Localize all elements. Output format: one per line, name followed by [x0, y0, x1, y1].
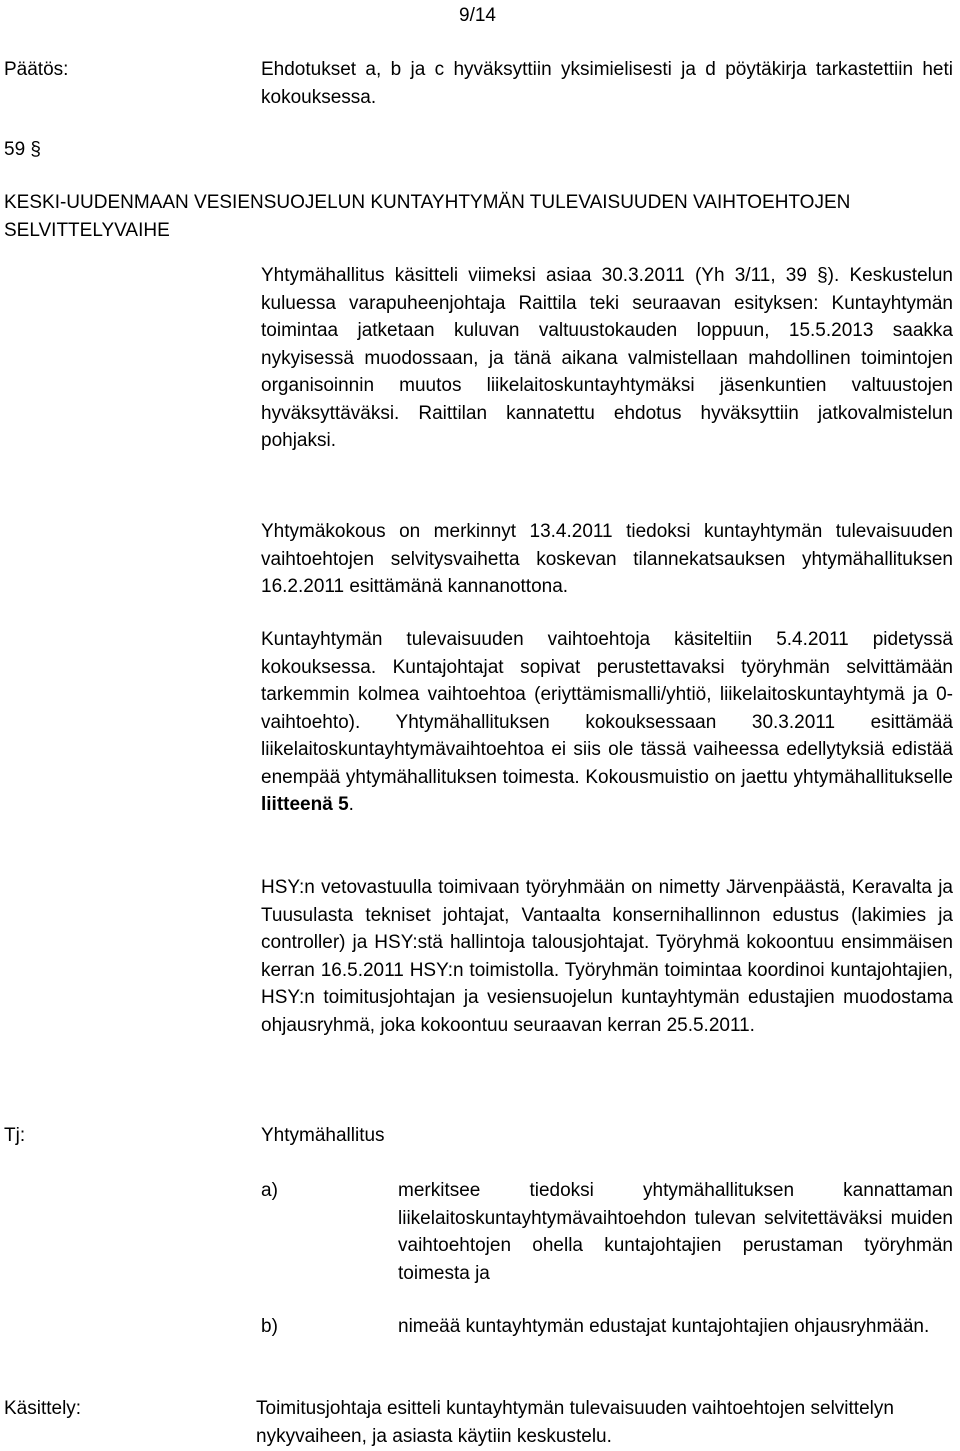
proposal-item-text: merkitsee tiedoksi yhtymähallituksen kannattaman liikelaitoskuntayhtymävaihtoehdon tulevan selvitettäväksi muiden vaihtoehtojen ohella kuntajohtajien perustaman työryhmän toimesta ja — [398, 1180, 953, 1284]
paragraph-municipal-meeting — [261, 626, 953, 819]
paragraph-end: . — [348, 794, 354, 815]
handling-text: Toimitusjohtaja esitteli kuntayhtymän tulevaisuuden vaihtoehtojen selvittelyn nykyvaiheen, ja asiasta käytiin keskustelu. — [256, 1398, 894, 1447]
paragraph-assembly-note: Yhtymäkokous on merkinnyt 13.4.2011 tiedoksi kuntayhtymän tulevaisuuden vaihtoehtojen selvitysvaihetta koskevan tilannekatsauksen yhtymähallituksen 16.2.2011 esittämänä kannanottona. — [261, 521, 953, 597]
proposal-item-letter: a) — [261, 1180, 278, 1201]
attachment-reference: liitteenä 5 — [261, 794, 349, 815]
paragraph-previous-handling: Yhtymähallitus käsitteli viimeksi asiaa 30.3.2011 (Yh 3/11, 39 §). Keskustelun kuluessa varapuheenjohtaja Raittila teki seuraavan esityksen: Kuntayhtymän toimintaa jatketaan kuluvan valtuustokauden loppuun, 15.5.2013 saakka nykyisessä muodossaan, ja tänä aikana valmistellaan mahdollinen toimintojen organisoinnin muutos liikelaitoskuntayhtymäksi jäsenkuntien valtuustojen hyväksyttäväksi. Raittilan kannatettu ehdotus hyväksyttiin jatkovalmistelun pohjaksi. — [261, 265, 953, 451]
proposal-item-text: nimeää kuntayhtymän edustajat kuntajohtajien ohjausryhmään. — [398, 1316, 930, 1337]
page-number: 9/14 — [459, 5, 496, 26]
handling-label: Käsittely: — [4, 1398, 82, 1419]
proposal-item-letter: b) — [261, 1316, 278, 1337]
section-title: KESKI-UUDENMAAN VESIENSUOJELUN KUNTAYHTYMÄN TULEVAISUUDEN VAIHTOEHTOJEN SELVITTELYVAIHE — [4, 192, 851, 241]
paragraph-working-group: HSY:n vetovastuulla toimivaan työryhmään on nimetty Järvenpäästä, Keravalta ja Tuusulasta tekniset johtajat, Vantaalta konsernihallinnon edustus (lakimies ja controller) ja HSY:stä hallintoja talousjohtajat. Työryhmä kokoontuu ensimmäisen kerran 16.5.2011 HSY:n toimistolla. Työryhmän toimintaa koordinoi kuntajohtajien, HSY:n toimitusjohtajan ja vesiensuojelun kuntayhtymän edustajien muodostama ohjausryhmä, joka kokoontuu seuraavan kerran 25.5.2011. — [261, 877, 953, 1036]
section-number: 59 § — [4, 139, 41, 160]
paragraph-main-text: Kuntayhtymän tulevaisuuden vaihtoehtoja käsiteltiin 5.4.2011 pidetyssä kokouksessa. Kuntajohtajat sopivat perustettavaksi työryhmän selvittämään tarkemmin kolmea vaihtoehtoa (eriyttämismalli/yhtiö, liikelaitoskuntayhtymä ja 0-vaihtoehto). Yhtymähallituksen kokouksessaan 30.3.2011 esittämää liikelaitoskuntayhtymävaihtoehtoa ei siis ole tässä vaiheessa edellytyksiä edistää enempää yhtymähallituksen toimesta. Kokousmuistio on jaettu yhtymähallitukselle — [261, 629, 953, 788]
decision-label: Päätös: — [4, 59, 69, 80]
proposal-addressee: Yhtymähallitus — [261, 1125, 385, 1146]
proposal-label: Tj: — [4, 1125, 26, 1146]
decision-text: Ehdotukset a, b ja c hyväksyttiin yksimielisesti ja d pöytäkirja tarkastettiin heti kokouksessa. — [261, 59, 953, 108]
